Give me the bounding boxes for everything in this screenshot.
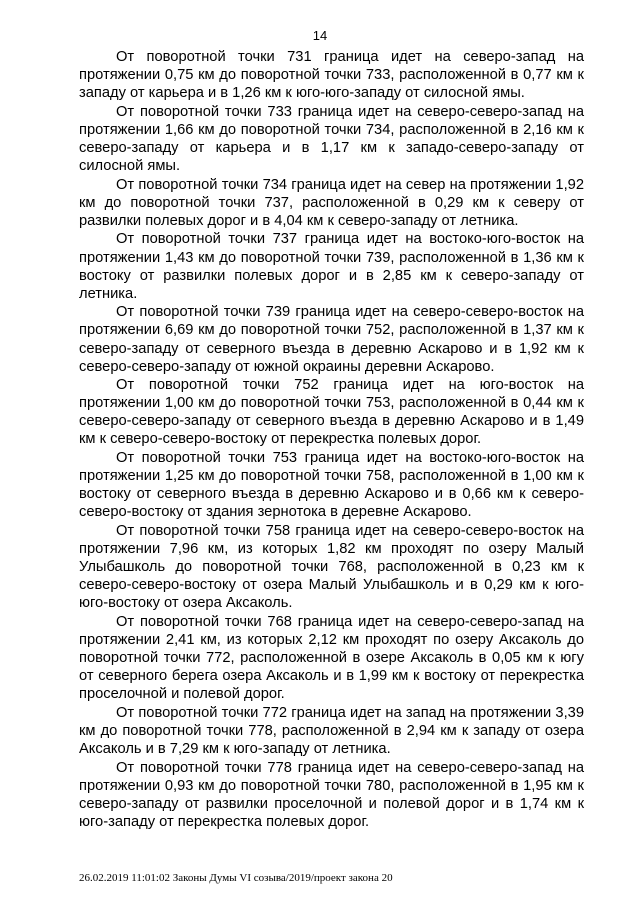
- paragraph: От поворотной точки 733 граница идет на северо-северо-запад на протяжении 1,66 км до поворотной точки 734, расположенной в 2,16 км к северо-западу от карьера и в 1,17 км к западо-северо-западу от силосной ямы.: [79, 103, 584, 175]
- paragraph: От поворотной точки 768 граница идет на северо-северо-запад на протяжении 2,41 км, из которых 2,12 км проходят по озеру Аксаколь до поворотной точки 772, расположенной в озере Аксаколь в 0,05 км к югу от северного берега озера Аксаколь и в 1,99 км к востоку от перекрестка проселочной и полевой дорог.: [79, 613, 584, 703]
- page-footer: 26.02.2019 11:01:02 Законы Думы VI созыва/2019/проект закона 20: [79, 872, 393, 884]
- document-body: [79, 48, 584, 832]
- paragraph: От поворотной точки 772 граница идет на запад на протяжении 3,39 км до поворотной точки 778, расположенной в 2,94 км к западу от озера Аксаколь и в 7,29 км к юго-западу от летника.: [79, 704, 584, 758]
- paragraph: От поворотной точки 758 граница идет на северо-северо-восток на протяжении 7,96 км, из которых 1,82 км проходят по озеру Малый Улыбашколь до поворотной точки 768, расположенной в 0,23 км к северо-северо-востоку от озера Малый Улыбашколь и в 0,29 км к юго-юго-востоку от озера Аксаколь.: [79, 522, 584, 612]
- paragraph: От поворотной точки 752 граница идет на юго-восток на протяжении 1,00 км до поворотной точки 753, расположенной в 0,44 км к северо-северо-западу от северного въезда в деревню Аскарово и в 1,49 км к северо-северо-востоку от перекрестка полевых дорог.: [79, 377, 584, 448]
- paragraph: От поворотной точки 737 граница идет на востоко-юго-восток на протяжении 1,43 км до поворотной точки 739, расположенной в 1,36 км к востоку от развилки полевых дорог и в 2,85 км к северо-западу от летника.: [79, 231, 584, 302]
- paragraph: От поворотной точки 778 граница идет на северо-северо-запад на протяжении 0,93 км до поворотной точки 780, расположенной в 1,95 км к северо-западу от развилки проселочной и полевой дорог и в 1,74 км к юго-западу от перекрестка полевых дорог.: [79, 759, 584, 830]
- paragraph: От поворотной точки 734 граница идет на север на протяжении 1,92 км до поворотной точки 737, расположенной в 0,29 км к северу от развилки полевых дорог и в 4,04 км к северо-западу от летника.: [79, 176, 584, 229]
- page-number: 14: [312, 28, 328, 43]
- paragraph: От поворотной точки 739 граница идет на северо-северо-восток на протяжении 6,69 км до поворотной точки 752, расположенной в 1,37 км к северо-западу от северного въезда в деревню Аскарово и в 1,92 км к северо-северо-западу от южной окраины деревни Аскарово.: [79, 304, 584, 375]
- paragraph: От поворотной точки 753 граница идет на востоко-юго-восток на протяжении 1,25 км до поворотной точки 758, расположенной в 1,00 км к востоку от северного въезда в деревню Аскарово и в 0,66 км к северо-северо-востоку от здания зернотока в деревне Аскарово.: [79, 450, 584, 521]
- paragraph: От поворотной точки 731 граница идет на северо-запад на протяжении 0,75 км до поворотной точки 733, расположенной в 0,77 км к западу от карьера и в 1,26 км к юго-юго-западу от силосной ямы.: [79, 49, 584, 102]
